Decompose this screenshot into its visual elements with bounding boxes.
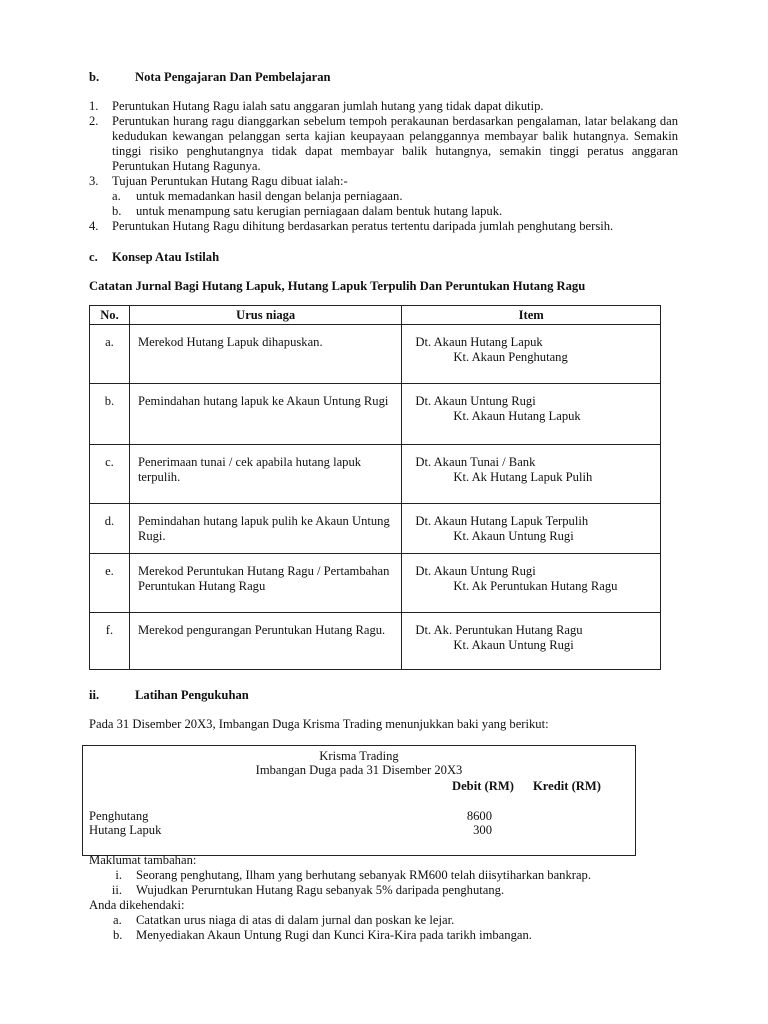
row-item [402, 504, 661, 554]
journal-heading: Catatan Jurnal Bagi Hutang Lapuk, Hutang Lapuk Terpulih Dan Peruntukan Hutang Ragu [89, 279, 586, 293]
required-label: Anda dikehendaki: [89, 898, 185, 912]
section-b-letter: b. [89, 70, 100, 84]
row-item [402, 384, 661, 445]
debit-entry: Dt. Akaun Hutang Lapuk [415, 335, 543, 349]
trial-balance-item: Penghutang [89, 809, 149, 823]
table-row [90, 613, 661, 670]
debit-entry: Dt. Akaun Untung Rugi [415, 564, 536, 578]
note-3-sub-b-text: untuk menampung satu kerugian perniagaan dalam bentuk hutang lapuk. [136, 204, 503, 218]
section-ii-title: Latihan Pengukuhan [135, 688, 249, 702]
trial-balance-debit-value: 8600 [466, 809, 492, 823]
section-c-letter: c. [89, 250, 98, 264]
credit-entry: Kt. Ak Peruntukan Hutang Ragu [453, 579, 618, 593]
section-c-title: Konsep Atau Istilah [112, 250, 220, 264]
row-item [402, 554, 661, 613]
note-2-line: Peruntukan hurang ragu dianggarkan sebelum tempoh perakaunan berdasarkan pengalaman, latar belakang dan [112, 114, 678, 128]
debit-entry: Dt. Ak. Peruntukan Hutang Ragu [415, 623, 583, 637]
additional-info-label: Maklumat tambahan: [89, 853, 197, 867]
note-4-text: Peruntukan Hutang Ragu dihitung berdasarkan peratus tertentu daripada jumlah penghutang bersih. [112, 219, 614, 233]
header-no: No. [90, 306, 130, 325]
credit-entry: Kt. Akaun Penghutang [453, 350, 568, 364]
header-urus-niaga: Urus niaga [129, 306, 401, 325]
row-number: e. [90, 554, 130, 613]
trial-balance-company: Krisma Trading [319, 749, 399, 763]
section-ii-label: ii. [89, 688, 100, 702]
row-number: d. [90, 504, 130, 554]
row-urus-niaga: Penerimaan tunai / cek apabila hutang lapuk terpulih. [129, 445, 401, 504]
table-header-row [90, 306, 661, 325]
row-item [402, 445, 661, 504]
additional-item-text: Wujudkan Perurntukan Hutang Ragu sebanyak 5% daripada penghutang. [136, 883, 505, 897]
note-3-text: Tujuan Peruntukan Hutang Ragu dibuat ialah:- [112, 174, 348, 188]
credit-entry: Kt. Akaun Untung Rugi [453, 529, 574, 543]
additional-item-number: i. [115, 868, 122, 882]
note-3-number: 3. [89, 174, 99, 188]
required-item-letter: a. [113, 913, 122, 927]
header-item: Item [402, 306, 661, 325]
row-number: b. [90, 384, 130, 445]
credit-entry: Kt. Akaun Untung Rugi [453, 638, 574, 652]
additional-item-number: ii. [111, 883, 122, 897]
debit-entry: Dt. Akaun Untung Rugi [415, 394, 536, 408]
trial-balance-subtitle: Imbangan Duga pada 31 Disember 20X3 [255, 763, 463, 777]
required-item-text: Catatkan urus niaga di atas di dalam jurnal dan poskan ke lejar. [136, 913, 455, 927]
credit-column-header: Kredit (RM) [533, 779, 601, 793]
additional-item-text: Seorang penghutang, Ilham yang berhutang sebanyak RM600 telah diisytiharkan bankrap. [136, 868, 592, 882]
note-1-text: Peruntukan Hutang Ragu ialah satu anggaran jumlah hutang yang tidak dapat dikutip. [112, 99, 544, 113]
required-item-letter: b. [113, 928, 123, 942]
credit-entry: Kt. Ak Hutang Lapuk Pulih [453, 470, 593, 484]
journal-table [89, 305, 661, 670]
row-number: c. [90, 445, 130, 504]
note-3-sub-a-text: untuk memadankan hasil dengan belanja perniagaan. [136, 189, 403, 203]
debit-column-header: Debit (RM) [452, 779, 514, 793]
table-row [90, 554, 661, 613]
row-item [402, 613, 661, 670]
note-2-text [112, 114, 678, 174]
note-3-sub-b-letter: b. [112, 204, 122, 218]
note-4-number: 4. [89, 219, 99, 233]
row-urus-niaga: Merekod Hutang Lapuk dihapuskan. [129, 325, 401, 384]
debit-entry: Dt. Akaun Hutang Lapuk Terpulih [415, 514, 589, 528]
row-urus-niaga: Merekod pengurangan Peruntukan Hutang Ragu. [129, 613, 401, 670]
row-urus-niaga: Pemindahan hutang lapuk ke Akaun Untung Rugi [129, 384, 401, 445]
row-item [402, 325, 661, 384]
note-3-sub-a-letter: a. [112, 189, 121, 203]
credit-entry: Kt. Akaun Hutang Lapuk [453, 409, 581, 423]
trial-balance-item: Hutang Lapuk [89, 823, 162, 837]
row-number: f. [90, 613, 130, 670]
note-1-number: 1. [89, 99, 99, 113]
row-number: a. [90, 325, 130, 384]
note-2-number: 2. [89, 114, 99, 128]
table-row [90, 384, 661, 445]
section-ii-intro: Pada 31 Disember 20X3, Imbangan Duga Krisma Trading menunjukkan baki yang berikut: [89, 717, 549, 731]
table-row [90, 445, 661, 504]
note-2-line: kedudukan kewangan pelanggan serta kajian keupayaan pelanggannya membayar balik hutangnya. Semakin [112, 129, 678, 143]
row-urus-niaga: Pemindahan hutang lapuk pulih ke Akaun Untung Rugi. [129, 504, 401, 554]
section-b-title: Nota Pengajaran Dan Pembelajaran [135, 70, 331, 84]
debit-entry: Dt. Akaun Tunai / Bank [415, 455, 536, 469]
table-row [90, 504, 661, 554]
row-urus-niaga: Merekod Peruntukan Hutang Ragu / Pertambahan Peruntukan Hutang Ragu [129, 554, 401, 613]
table-row [90, 325, 661, 384]
trial-balance-debit-value: 300 [473, 823, 492, 837]
note-2-line: tinggi risiko penghutangnya tidak dapat membayar balik hutangnya, semakin tinggi peratus anggaran [112, 144, 678, 158]
required-item-text: Menyediakan Akaun Untung Rugi dan Kunci Kira-Kira pada tarikh imbangan. [136, 928, 532, 942]
note-2-line: Peruntukan Hutang Ragunya. [112, 159, 261, 173]
